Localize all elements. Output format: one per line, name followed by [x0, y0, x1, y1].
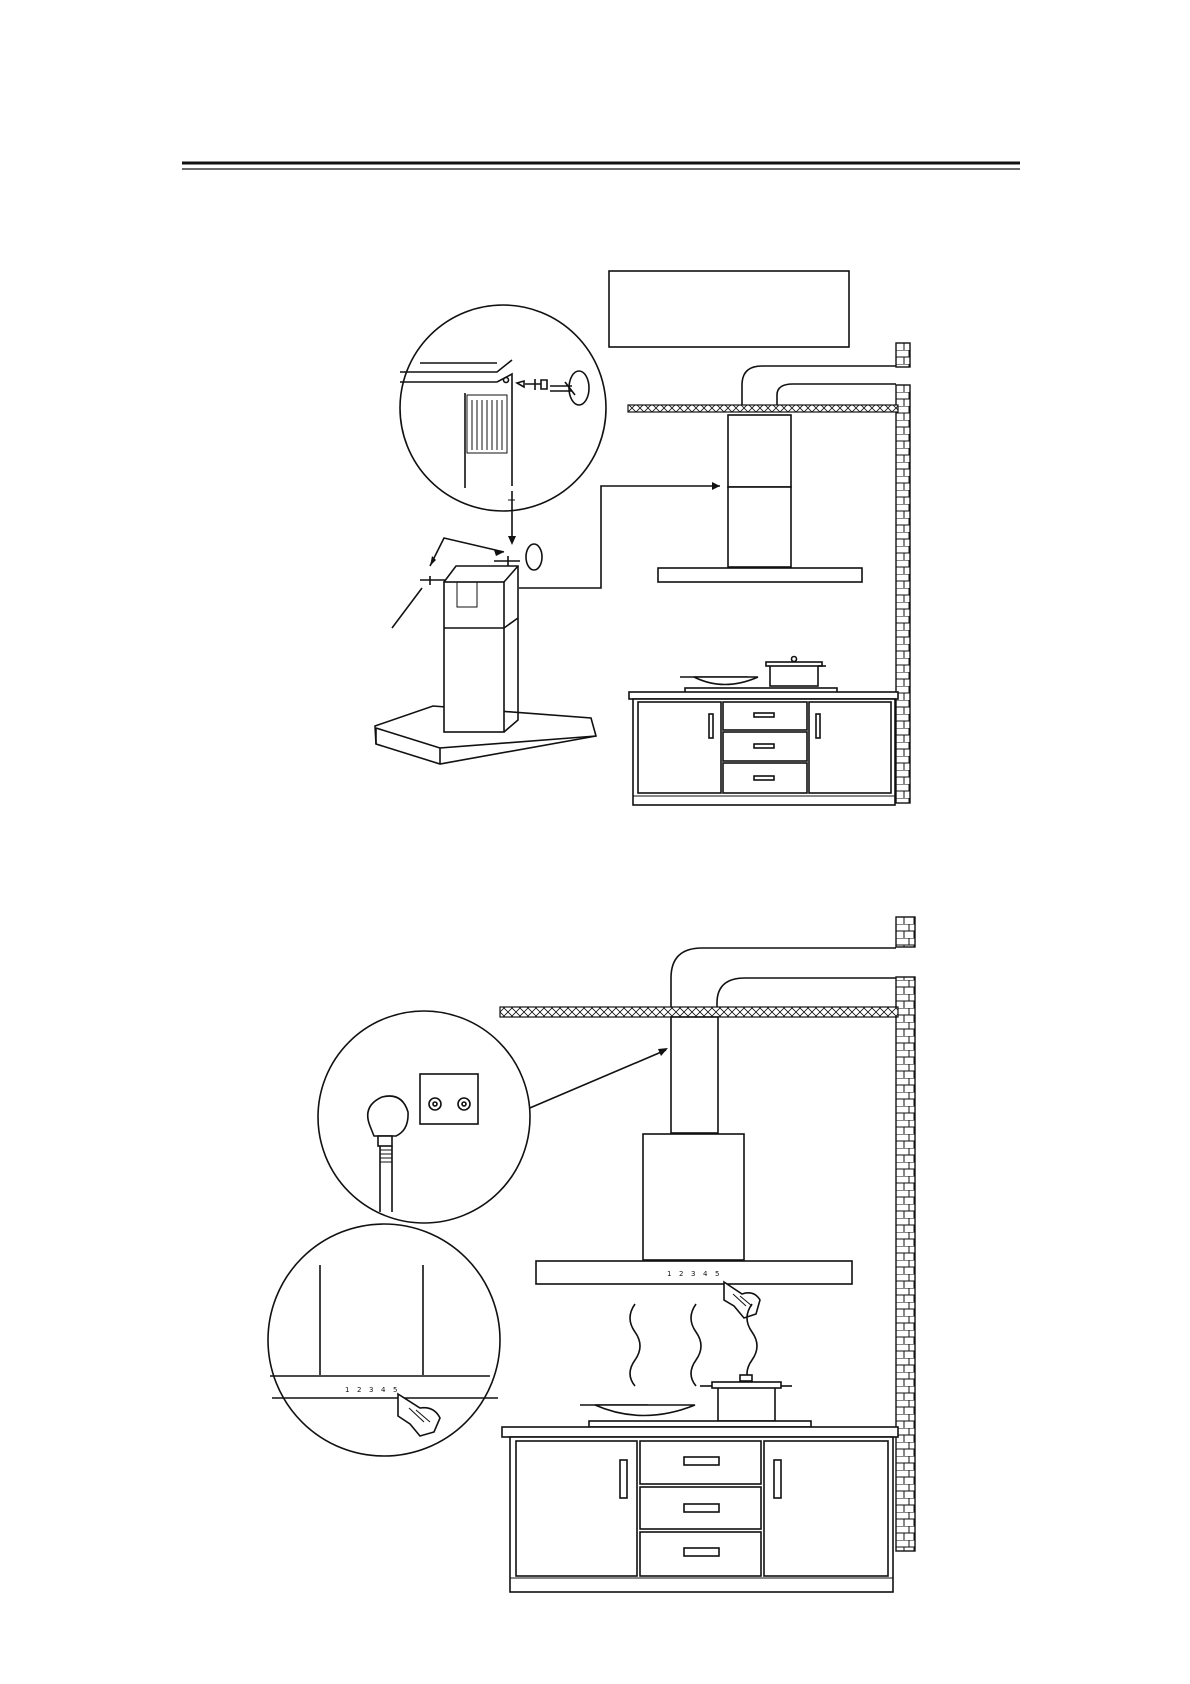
hood-small-isometric [375, 566, 596, 764]
detail-zoom-circle-screw [400, 305, 606, 511]
control-label-4: 4 [703, 1270, 708, 1278]
hood-chimney-upper [728, 415, 791, 487]
cooktop-bottom [580, 1375, 811, 1427]
control-label-3: 3 [691, 1270, 696, 1278]
detail-control-label-2: 2 [357, 1386, 362, 1394]
brick-wall-top [896, 343, 910, 367]
control-label-5: 5 [715, 1270, 720, 1278]
control-label-1: 1 [667, 1270, 672, 1278]
brick-wall-bottom-top [896, 917, 915, 947]
cooktop-top [680, 657, 837, 694]
hood-chimney-lower [728, 487, 791, 567]
detail-control-label-3: 3 [369, 1386, 374, 1394]
detail-control-label-5: 5 [393, 1386, 398, 1394]
ceiling-slab-top [628, 405, 898, 412]
kitchen-cabinet-top [629, 692, 898, 805]
duct-pipe-top [742, 366, 896, 405]
hood-canopy [658, 568, 862, 582]
detail-zoom-circle-controls [268, 1224, 500, 1456]
top-figure [375, 271, 910, 805]
ceiling-slab-bottom [500, 1007, 898, 1017]
duct-pipe-bottom [671, 948, 896, 1007]
hood-chimney-bottom [671, 1017, 718, 1133]
header-rule [182, 163, 1020, 169]
hood-body-bottom [643, 1134, 744, 1260]
detail-control-label-1: 1 [345, 1386, 350, 1394]
brick-wall-bottom-main [896, 977, 915, 1551]
brick-wall-top-main [896, 385, 910, 803]
bottom-figure [268, 917, 915, 1592]
pointing-hand-icon [724, 1282, 760, 1318]
detail-zoom-circle-plug [318, 1011, 530, 1223]
control-label-2: 2 [679, 1270, 684, 1278]
steam-waves [630, 1304, 757, 1386]
callout-box [609, 271, 849, 347]
kitchen-cabinet-bottom [502, 1427, 898, 1592]
detail-arrow-line [511, 1050, 666, 1116]
detail-control-label-4: 4 [381, 1386, 386, 1394]
